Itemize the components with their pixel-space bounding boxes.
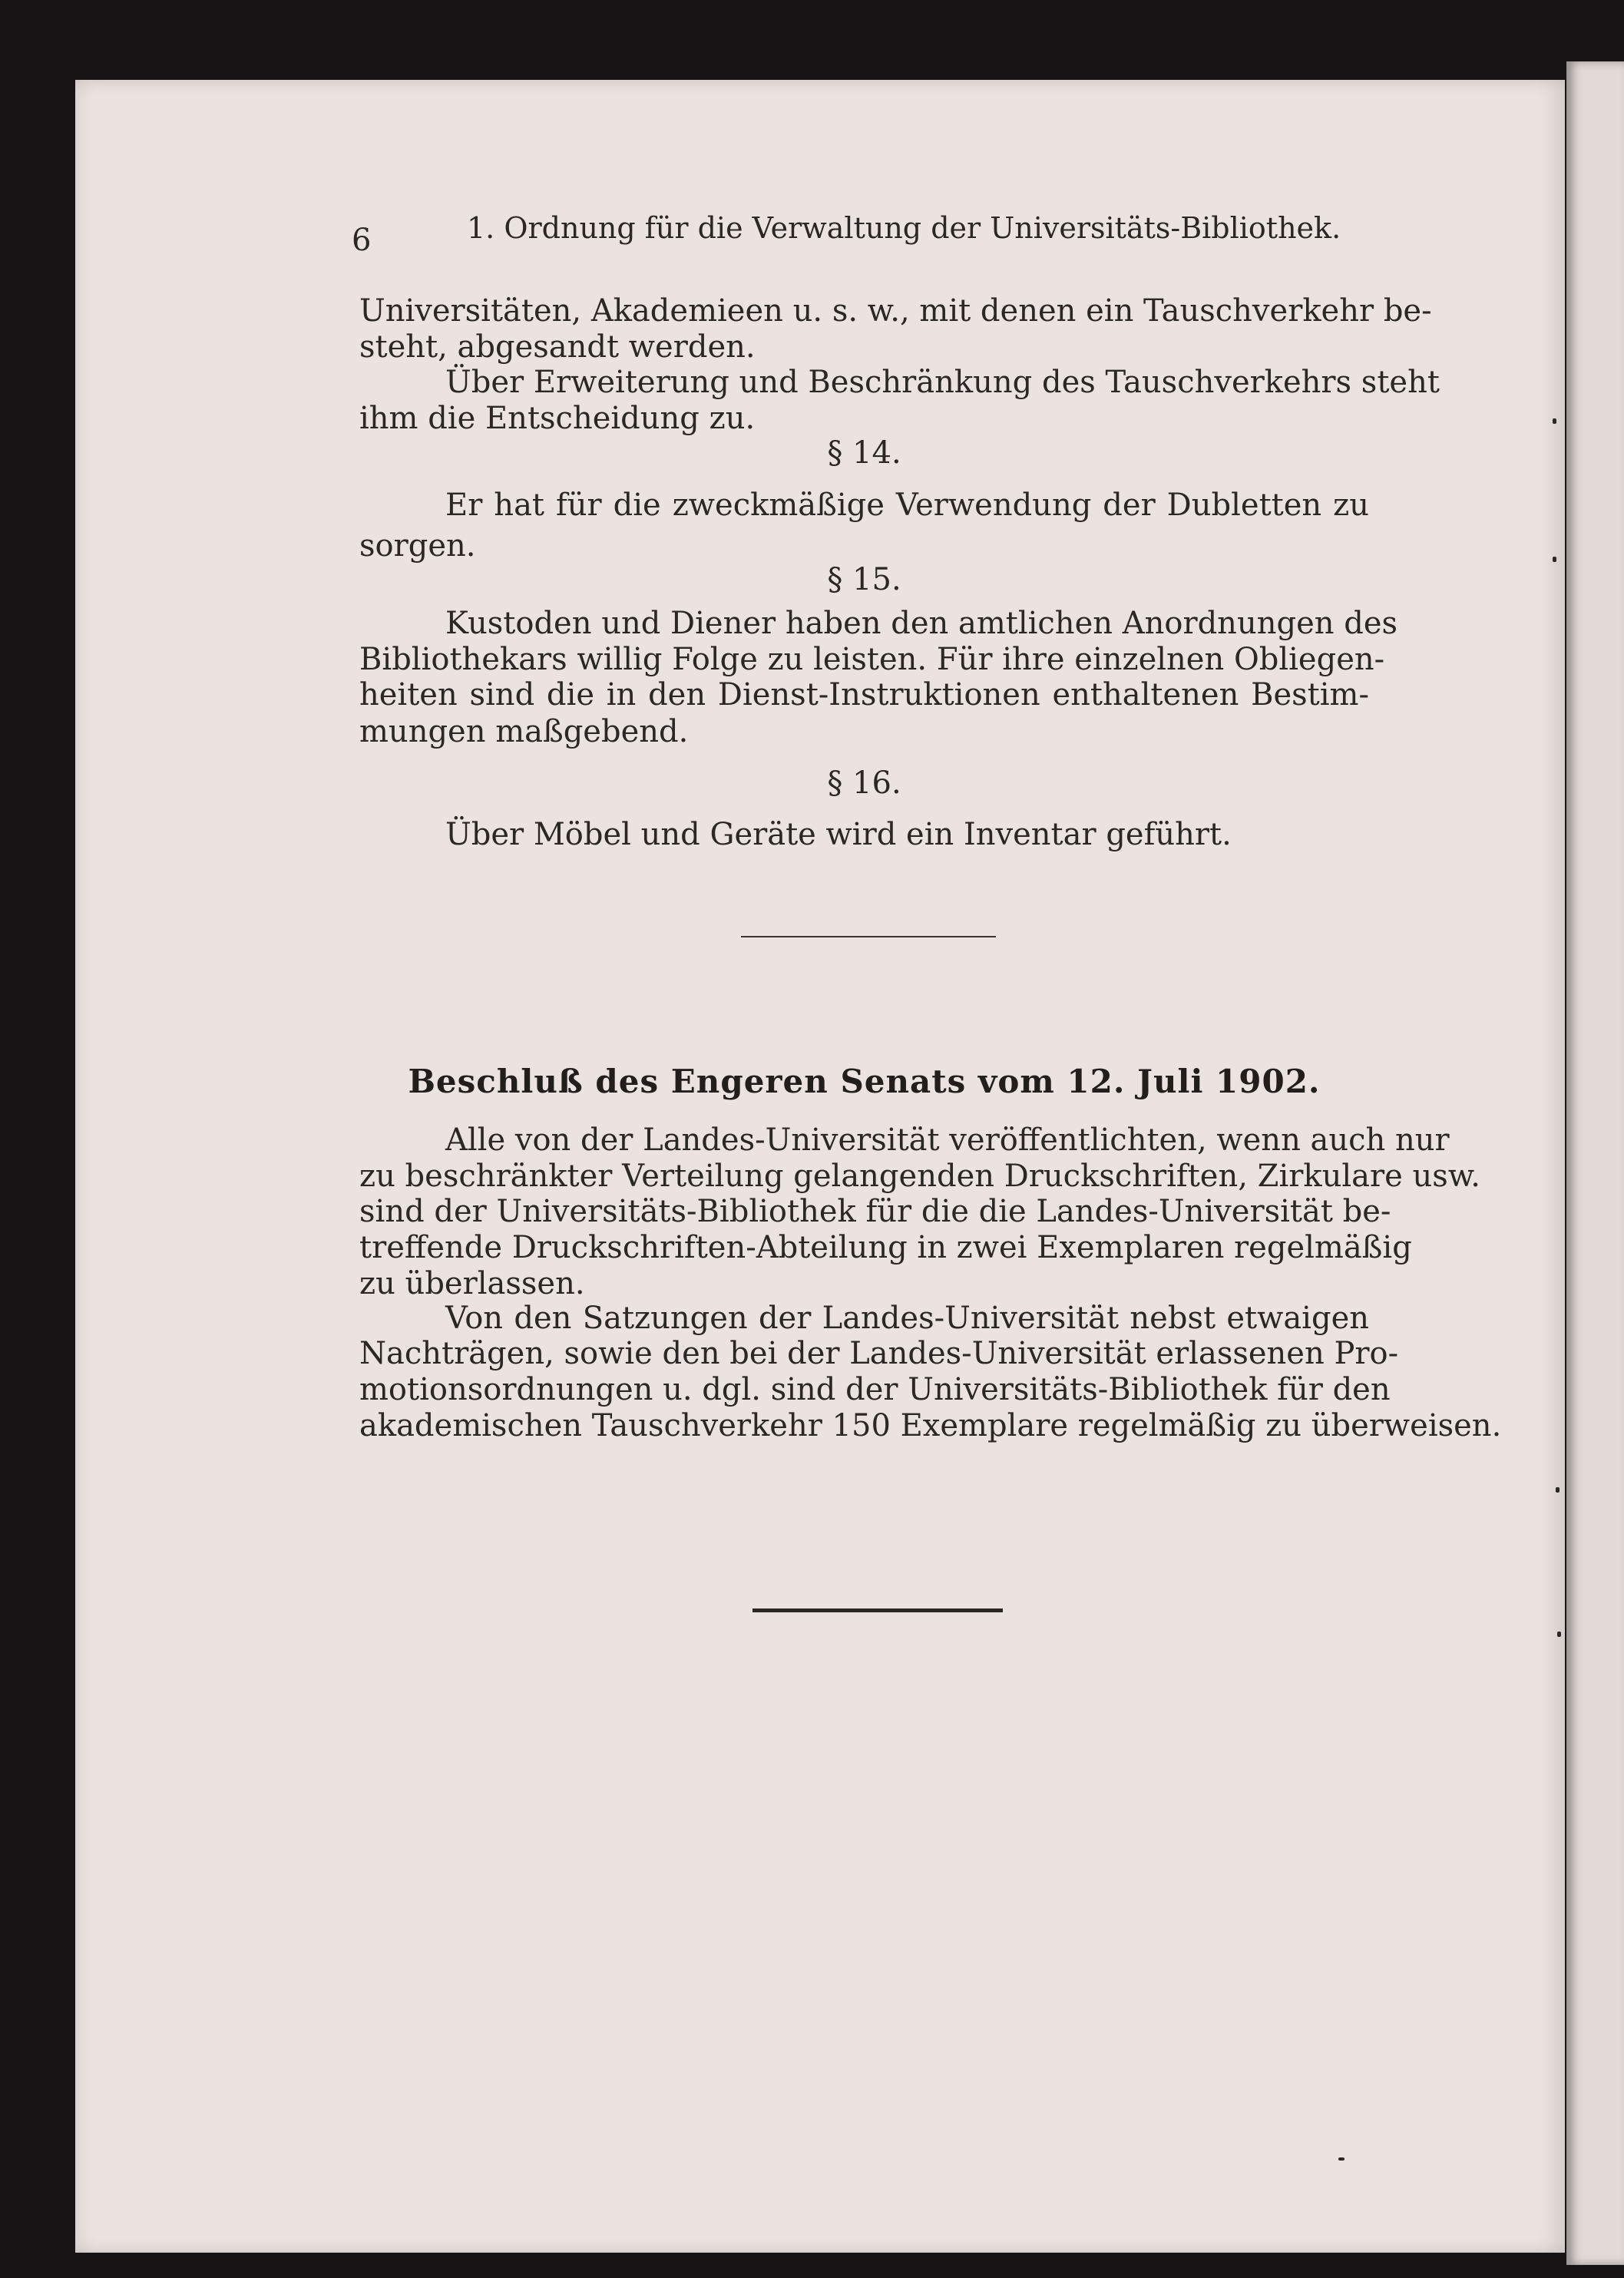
text-line: mungen maßgebend. [359,714,689,749]
text-line: Bibliothekars willig Folge zu leisten. Für ihre einzelnen Obliegen- [359,642,1385,677]
text-line: sind der Universitäts-Bibliothek für die die Landes-Universität be- [359,1194,1391,1229]
running-title: 1. Ordnung für die Verwaltung der Universitäts-Bibliothek. [467,211,1341,245]
section-divider [741,936,996,937]
adjacent-page-edge [1566,61,1624,2265]
section-heading-16: § 16. [827,765,901,801]
text-line: zu beschränkter Verteilung gelangenden Druckschriften, Zirkulare usw. [359,1159,1481,1194]
paper-speck [1553,557,1556,562]
text-line: treffende Druckschriften-Abteilung in zwei Exemplaren regelmäßig [359,1230,1412,1265]
text-line: Über Möbel und Geräte wird ein Inventar geführt. [445,817,1232,852]
text-line: akademischen Tauschverkehr 150 Exemplare regelmäßig zu überweisen. [359,1408,1502,1443]
text-line: Nachträgen, sowie den bei der Landes-Universität erlassenen Pro- [359,1336,1399,1371]
paper-speck [1338,2157,1345,2161]
text-line: heiten sind die in den Dienst-Instruktionen enthaltenen Bestim- [359,677,1369,712]
text-line: Er hat für die zweckmäßige Verwendung der Dubletten zu [445,488,1369,523]
page-number: 6 [352,223,372,258]
section-heading-14: § 14. [827,435,901,471]
text-line: zu überlassen. [359,1266,585,1301]
text-line: sorgen. [359,528,476,564]
text-line: Kustoden und Diener haben den amtlichen Anordnungen des [445,606,1398,641]
text-line: Universitäten, Akademieen u. s. w., mit denen ein Tauschverkehr be- [359,293,1432,329]
text-line: Von den Satzungen der Landes-Universität nebst etwaigen [445,1301,1369,1336]
paper-speck [1557,1632,1561,1637]
text-line: Über Erweiterung und Beschränkung des Tauschverkehrs steht [445,365,1440,400]
paper-speck [1553,418,1556,424]
text-line: steht, abgesandt werden. [359,329,756,365]
text-line: Alle von der Landes-Universität veröffentlichten, wenn auch nur [445,1122,1450,1158]
resolution-heading: Beschluß des Engeren Senats vom 12. Juli 1902. [408,1063,1321,1100]
text-line: motionsordnungen u. dgl. sind der Universitäts-Bibliothek für den [359,1372,1391,1407]
paper-speck [1556,1487,1560,1493]
text-line: ihm die Entscheidung zu. [359,401,756,436]
section-heading-15: § 15. [827,562,901,597]
end-rule [752,1608,1003,1612]
